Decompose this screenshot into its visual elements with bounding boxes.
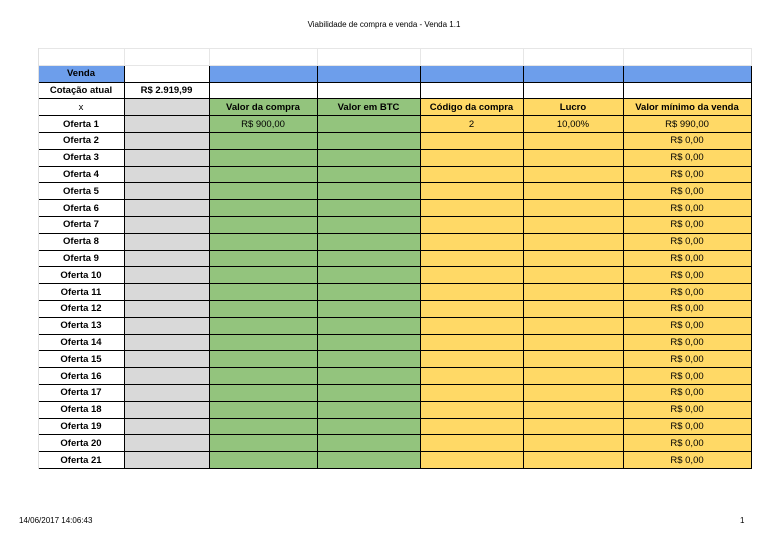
- valor-btc-cell[interactable]: [317, 452, 420, 469]
- valor-compra-cell[interactable]: [209, 401, 317, 418]
- codigo-compra-cell[interactable]: [420, 418, 523, 435]
- valor-minimo-cell[interactable]: R$ 0,00: [623, 132, 751, 149]
- valor-minimo-cell[interactable]: R$ 0,00: [623, 300, 751, 317]
- row-blank-cell[interactable]: [124, 250, 209, 267]
- valor-compra-cell[interactable]: [209, 334, 317, 351]
- row-label-cell[interactable]: Oferta 4: [38, 166, 124, 183]
- page-number: 1: [740, 516, 745, 525]
- codigo-compra-cell[interactable]: [420, 452, 523, 469]
- offer-row: [19, 368, 751, 385]
- row-label-cell[interactable]: Oferta 15: [38, 351, 124, 368]
- offer-row: [19, 401, 751, 418]
- valor-btc-cell[interactable]: [317, 351, 420, 368]
- header-row: [19, 65, 751, 82]
- offer-row: [19, 149, 751, 166]
- lucro-cell[interactable]: [523, 435, 623, 452]
- valor-btc-cell[interactable]: [317, 317, 420, 334]
- offer-row: [19, 183, 751, 200]
- valor-compra-cell[interactable]: [209, 250, 317, 267]
- valor-compra-cell[interactable]: [209, 166, 317, 183]
- col-header-codigo-compra[interactable]: Código da compra: [420, 99, 523, 116]
- lucro-cell[interactable]: [523, 284, 623, 301]
- col-header-lucro[interactable]: Lucro: [523, 99, 623, 116]
- row-label-cell[interactable]: Oferta 8: [38, 233, 124, 250]
- row-blank-cell[interactable]: [124, 300, 209, 317]
- offer-row: [19, 384, 751, 401]
- row-label-cell[interactable]: Oferta 14: [38, 334, 124, 351]
- valor-btc-cell[interactable]: [317, 149, 420, 166]
- valor-minimo-cell[interactable]: R$ 0,00: [623, 216, 751, 233]
- row-blank-cell[interactable]: [124, 233, 209, 250]
- codigo-compra-cell[interactable]: [420, 216, 523, 233]
- row-label-cell[interactable]: Oferta 3: [38, 149, 124, 166]
- print-timestamp: 14/06/2017 14:06:43: [19, 516, 93, 525]
- lucro-cell[interactable]: [523, 183, 623, 200]
- row-blank-cell[interactable]: [124, 368, 209, 385]
- row-blank-cell[interactable]: [124, 284, 209, 301]
- offer-row: [19, 166, 751, 183]
- valor-minimo-cell[interactable]: R$ 0,00: [623, 435, 751, 452]
- offer-row: [19, 351, 751, 368]
- rate-row: [19, 82, 751, 99]
- offer-row: [19, 317, 751, 334]
- lucro-cell[interactable]: [523, 200, 623, 217]
- valor-minimo-cell[interactable]: R$ 0,00: [623, 267, 751, 284]
- valor-compra-cell[interactable]: [209, 384, 317, 401]
- valor-btc-cell[interactable]: [317, 233, 420, 250]
- codigo-compra-cell[interactable]: [420, 166, 523, 183]
- valor-compra-cell[interactable]: [209, 351, 317, 368]
- codigo-compra-cell[interactable]: [420, 300, 523, 317]
- codigo-compra-cell[interactable]: [420, 132, 523, 149]
- lucro-cell[interactable]: [523, 452, 623, 469]
- lucro-cell[interactable]: [523, 334, 623, 351]
- valor-minimo-cell[interactable]: R$ 0,00: [623, 233, 751, 250]
- row-blank-cell[interactable]: [124, 267, 209, 284]
- codigo-compra-cell[interactable]: [420, 200, 523, 217]
- offer-row: [19, 116, 751, 133]
- offer-row: [19, 216, 751, 233]
- row-blank-cell[interactable]: [124, 216, 209, 233]
- col-header-valor-btc[interactable]: Valor em BTC: [317, 99, 420, 116]
- valor-minimo-cell[interactable]: R$ 0,00: [623, 452, 751, 469]
- lucro-cell[interactable]: [523, 233, 623, 250]
- valor-btc-cell[interactable]: [317, 368, 420, 385]
- codigo-compra-cell[interactable]: [420, 183, 523, 200]
- document-title: Viabilidade de compra e venda - Venda 1.1: [307, 20, 461, 29]
- valor-minimo-cell[interactable]: R$ 0,00: [623, 384, 751, 401]
- valor-btc-cell[interactable]: [317, 267, 420, 284]
- offer-row: [19, 418, 751, 435]
- rate-label-cell[interactable]: Cotação atual: [38, 82, 124, 99]
- lucro-cell[interactable]: [523, 267, 623, 284]
- codigo-compra-cell[interactable]: [420, 233, 523, 250]
- row-blank-cell[interactable]: [124, 334, 209, 351]
- valor-minimo-cell[interactable]: R$ 0,00: [623, 250, 751, 267]
- lucro-cell[interactable]: [523, 149, 623, 166]
- offer-row: [19, 250, 751, 267]
- lucro-cell[interactable]: [523, 250, 623, 267]
- valor-compra-cell[interactable]: [209, 368, 317, 385]
- row-blank-cell[interactable]: [124, 166, 209, 183]
- row-label-cell[interactable]: Oferta 10: [38, 267, 124, 284]
- row-label-cell[interactable]: Oferta 18: [38, 401, 124, 418]
- row-label-cell[interactable]: Oferta 19: [38, 418, 124, 435]
- valor-minimo-cell[interactable]: R$ 0,00: [623, 317, 751, 334]
- row-label-cell[interactable]: Oferta 16: [38, 368, 124, 385]
- rate-value-cell[interactable]: R$ 2.919,99: [124, 82, 209, 99]
- valor-btc-cell[interactable]: [317, 401, 420, 418]
- valor-compra-cell[interactable]: [209, 267, 317, 284]
- row-blank-cell[interactable]: [124, 183, 209, 200]
- corner-cell[interactable]: x: [38, 99, 124, 116]
- row-label-cell[interactable]: Oferta 20: [38, 435, 124, 452]
- offer-row: [19, 200, 751, 217]
- valor-compra-cell[interactable]: R$ 900,00: [209, 116, 317, 133]
- offer-row: [19, 300, 751, 317]
- valor-btc-cell[interactable]: [317, 300, 420, 317]
- row-label-cell[interactable]: Oferta 6: [38, 200, 124, 217]
- row-label-cell[interactable]: Oferta 13: [38, 317, 124, 334]
- row-blank-cell[interactable]: [124, 401, 209, 418]
- lucro-cell[interactable]: [523, 384, 623, 401]
- valor-compra-cell[interactable]: [209, 284, 317, 301]
- valor-compra-cell[interactable]: [209, 300, 317, 317]
- offer-row: [19, 132, 751, 149]
- blank-row: [19, 49, 751, 66]
- valor-minimo-cell[interactable]: R$ 0,00: [623, 183, 751, 200]
- valor-compra-cell[interactable]: [209, 317, 317, 334]
- row-blank-cell[interactable]: [124, 452, 209, 469]
- row-blank-cell[interactable]: [124, 149, 209, 166]
- offer-row: [19, 233, 751, 250]
- lucro-cell[interactable]: [523, 368, 623, 385]
- row-label-cell[interactable]: Oferta 11: [38, 284, 124, 301]
- codigo-compra-cell[interactable]: [420, 284, 523, 301]
- codigo-compra-cell[interactable]: [420, 435, 523, 452]
- row-blank-cell[interactable]: [124, 435, 209, 452]
- valor-minimo-cell[interactable]: R$ 0,00: [623, 368, 751, 385]
- valor-btc-cell[interactable]: [317, 166, 420, 183]
- row-blank-cell[interactable]: [124, 200, 209, 217]
- valor-compra-cell[interactable]: [209, 435, 317, 452]
- valor-minimo-cell[interactable]: R$ 0,00: [623, 200, 751, 217]
- valor-btc-cell[interactable]: [317, 284, 420, 301]
- row-blank-cell[interactable]: [124, 317, 209, 334]
- venda-header-cell[interactable]: Venda: [38, 65, 124, 82]
- valor-minimo-cell[interactable]: R$ 0,00: [623, 334, 751, 351]
- valor-minimo-cell[interactable]: R$ 0,00: [623, 401, 751, 418]
- valor-btc-cell[interactable]: [317, 334, 420, 351]
- row-label-cell[interactable]: Oferta 21: [38, 452, 124, 469]
- codigo-compra-cell[interactable]: [420, 267, 523, 284]
- lucro-cell[interactable]: [523, 166, 623, 183]
- column-header-row: [19, 99, 751, 116]
- row-blank-cell[interactable]: [124, 116, 209, 133]
- codigo-compra-cell[interactable]: [420, 149, 523, 166]
- row-label-cell[interactable]: Oferta 2: [38, 132, 124, 149]
- valor-btc-cell[interactable]: [317, 250, 420, 267]
- lucro-cell[interactable]: [523, 216, 623, 233]
- col-header-valor-minimo[interactable]: Valor mínimo da venda: [623, 99, 751, 116]
- codigo-compra-cell[interactable]: [420, 351, 523, 368]
- spreadsheet-table: [19, 48, 752, 469]
- codigo-compra-cell[interactable]: [420, 401, 523, 418]
- offer-row: [19, 435, 751, 452]
- codigo-compra-cell[interactable]: [420, 317, 523, 334]
- codigo-compra-cell[interactable]: [420, 334, 523, 351]
- lucro-cell[interactable]: [523, 418, 623, 435]
- lucro-cell[interactable]: 10,00%: [523, 116, 623, 133]
- offer-row: [19, 334, 751, 351]
- valor-compra-cell[interactable]: [209, 149, 317, 166]
- valor-minimo-cell[interactable]: R$ 990,00: [623, 116, 751, 133]
- valor-minimo-cell[interactable]: R$ 0,00: [623, 351, 751, 368]
- row-label-cell[interactable]: Oferta 5: [38, 183, 124, 200]
- valor-btc-cell[interactable]: [317, 435, 420, 452]
- row-blank-cell[interactable]: [124, 351, 209, 368]
- valor-compra-cell[interactable]: [209, 233, 317, 250]
- row-blank-cell[interactable]: [124, 384, 209, 401]
- valor-minimo-cell[interactable]: R$ 0,00: [623, 149, 751, 166]
- valor-compra-cell[interactable]: [209, 452, 317, 469]
- codigo-compra-cell[interactable]: 2: [420, 116, 523, 133]
- lucro-cell[interactable]: [523, 132, 623, 149]
- row-blank-cell[interactable]: [124, 132, 209, 149]
- valor-btc-cell[interactable]: [317, 418, 420, 435]
- offer-row: [19, 284, 751, 301]
- valor-minimo-cell[interactable]: R$ 0,00: [623, 418, 751, 435]
- valor-btc-cell[interactable]: [317, 116, 420, 133]
- row-label-cell[interactable]: Oferta 9: [38, 250, 124, 267]
- valor-compra-cell[interactable]: [209, 200, 317, 217]
- row-blank-cell[interactable]: [124, 418, 209, 435]
- lucro-cell[interactable]: [523, 351, 623, 368]
- valor-minimo-cell[interactable]: R$ 0,00: [623, 166, 751, 183]
- row-label-cell[interactable]: Oferta 1: [38, 116, 124, 133]
- offer-row: [19, 267, 751, 284]
- valor-btc-cell[interactable]: [317, 200, 420, 217]
- valor-compra-cell[interactable]: [209, 183, 317, 200]
- valor-compra-cell[interactable]: [209, 418, 317, 435]
- codigo-compra-cell[interactable]: [420, 368, 523, 385]
- valor-btc-cell[interactable]: [317, 384, 420, 401]
- col-header-valor-compra[interactable]: Valor da compra: [209, 99, 317, 116]
- valor-btc-cell[interactable]: [317, 183, 420, 200]
- lucro-cell[interactable]: [523, 300, 623, 317]
- valor-minimo-cell[interactable]: R$ 0,00: [623, 284, 751, 301]
- valor-compra-cell[interactable]: [209, 216, 317, 233]
- lucro-cell[interactable]: [523, 317, 623, 334]
- codigo-compra-cell[interactable]: [420, 384, 523, 401]
- row-label-cell[interactable]: Oferta 7: [38, 216, 124, 233]
- row-label-cell[interactable]: Oferta 12: [38, 300, 124, 317]
- codigo-compra-cell[interactable]: [420, 250, 523, 267]
- row-label-cell[interactable]: Oferta 17: [38, 384, 124, 401]
- offer-row: [19, 452, 751, 469]
- valor-compra-cell[interactable]: [209, 132, 317, 149]
- valor-btc-cell[interactable]: [317, 216, 420, 233]
- valor-btc-cell[interactable]: [317, 132, 420, 149]
- lucro-cell[interactable]: [523, 401, 623, 418]
